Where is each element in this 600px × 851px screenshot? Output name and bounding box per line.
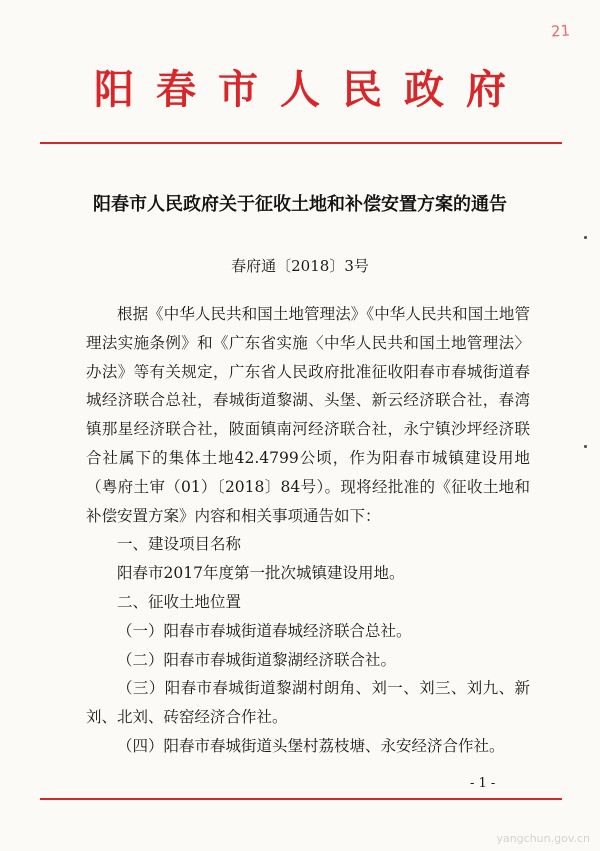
letterhead-divider bbox=[40, 142, 562, 144]
watermark: yangchun.gov.cn bbox=[496, 832, 590, 845]
document-number: 春府通〔2018〕3号 bbox=[231, 257, 369, 275]
section-heading-1: 一、建设项目名称 bbox=[117, 535, 242, 554]
document-body bbox=[86, 300, 530, 761]
list-item: （二）阳春市春城街道黎湖经济联合社。 bbox=[117, 650, 397, 669]
section-heading-2: 二、征收土地位置 bbox=[117, 592, 242, 611]
list-item: （一）阳春市春城街道春城经济联合总社。 bbox=[117, 621, 412, 640]
letterhead: 阳春市人民政府 bbox=[94, 66, 528, 113]
paragraph-project-name: 阳春市2017年度第一批次城镇建设用地。 bbox=[117, 564, 405, 583]
list-item: （四）阳春市春城街道头堡村荔枝塘、永安经济合作社。 bbox=[117, 736, 505, 755]
binding-hole-mark bbox=[584, 236, 587, 239]
handwritten-page-mark: 21 bbox=[550, 21, 571, 41]
document-title: 阳春市人民政府关于征收土地和补偿安置方案的通告 bbox=[93, 194, 507, 215]
paragraph-intro: 根据《中华人民共和国土地管理法》《中华人民共和国土地管理法实施条例》和《广东省实施〈中华人民共和国土地管理法〉办法》等有关规定，广东省人民政府批准征收阳春市春城街道春城经济联合总社，春城街道黎湖、头堡、新云经济联合社，春湾镇那星经济联合社，陂面镇南河经济联合社，永宁镇沙坪经济联合社属下的集体土地42.4799公顷，作为阳春市城镇建设用地（粤府土审（01）〔2018〕84号）。现将经批准的《征收土地和补偿安置方案》内容和相关事项通告如下： bbox=[86, 305, 530, 525]
binding-hole-mark bbox=[584, 445, 587, 448]
list-item: （三）阳春市春城街道黎湖村朗角、刘一、刘三、刘九、新刘、北刘、砖窑经济合作社。 bbox=[86, 679, 530, 727]
footer-divider bbox=[40, 798, 562, 800]
page-number: - 1 - bbox=[470, 776, 496, 791]
